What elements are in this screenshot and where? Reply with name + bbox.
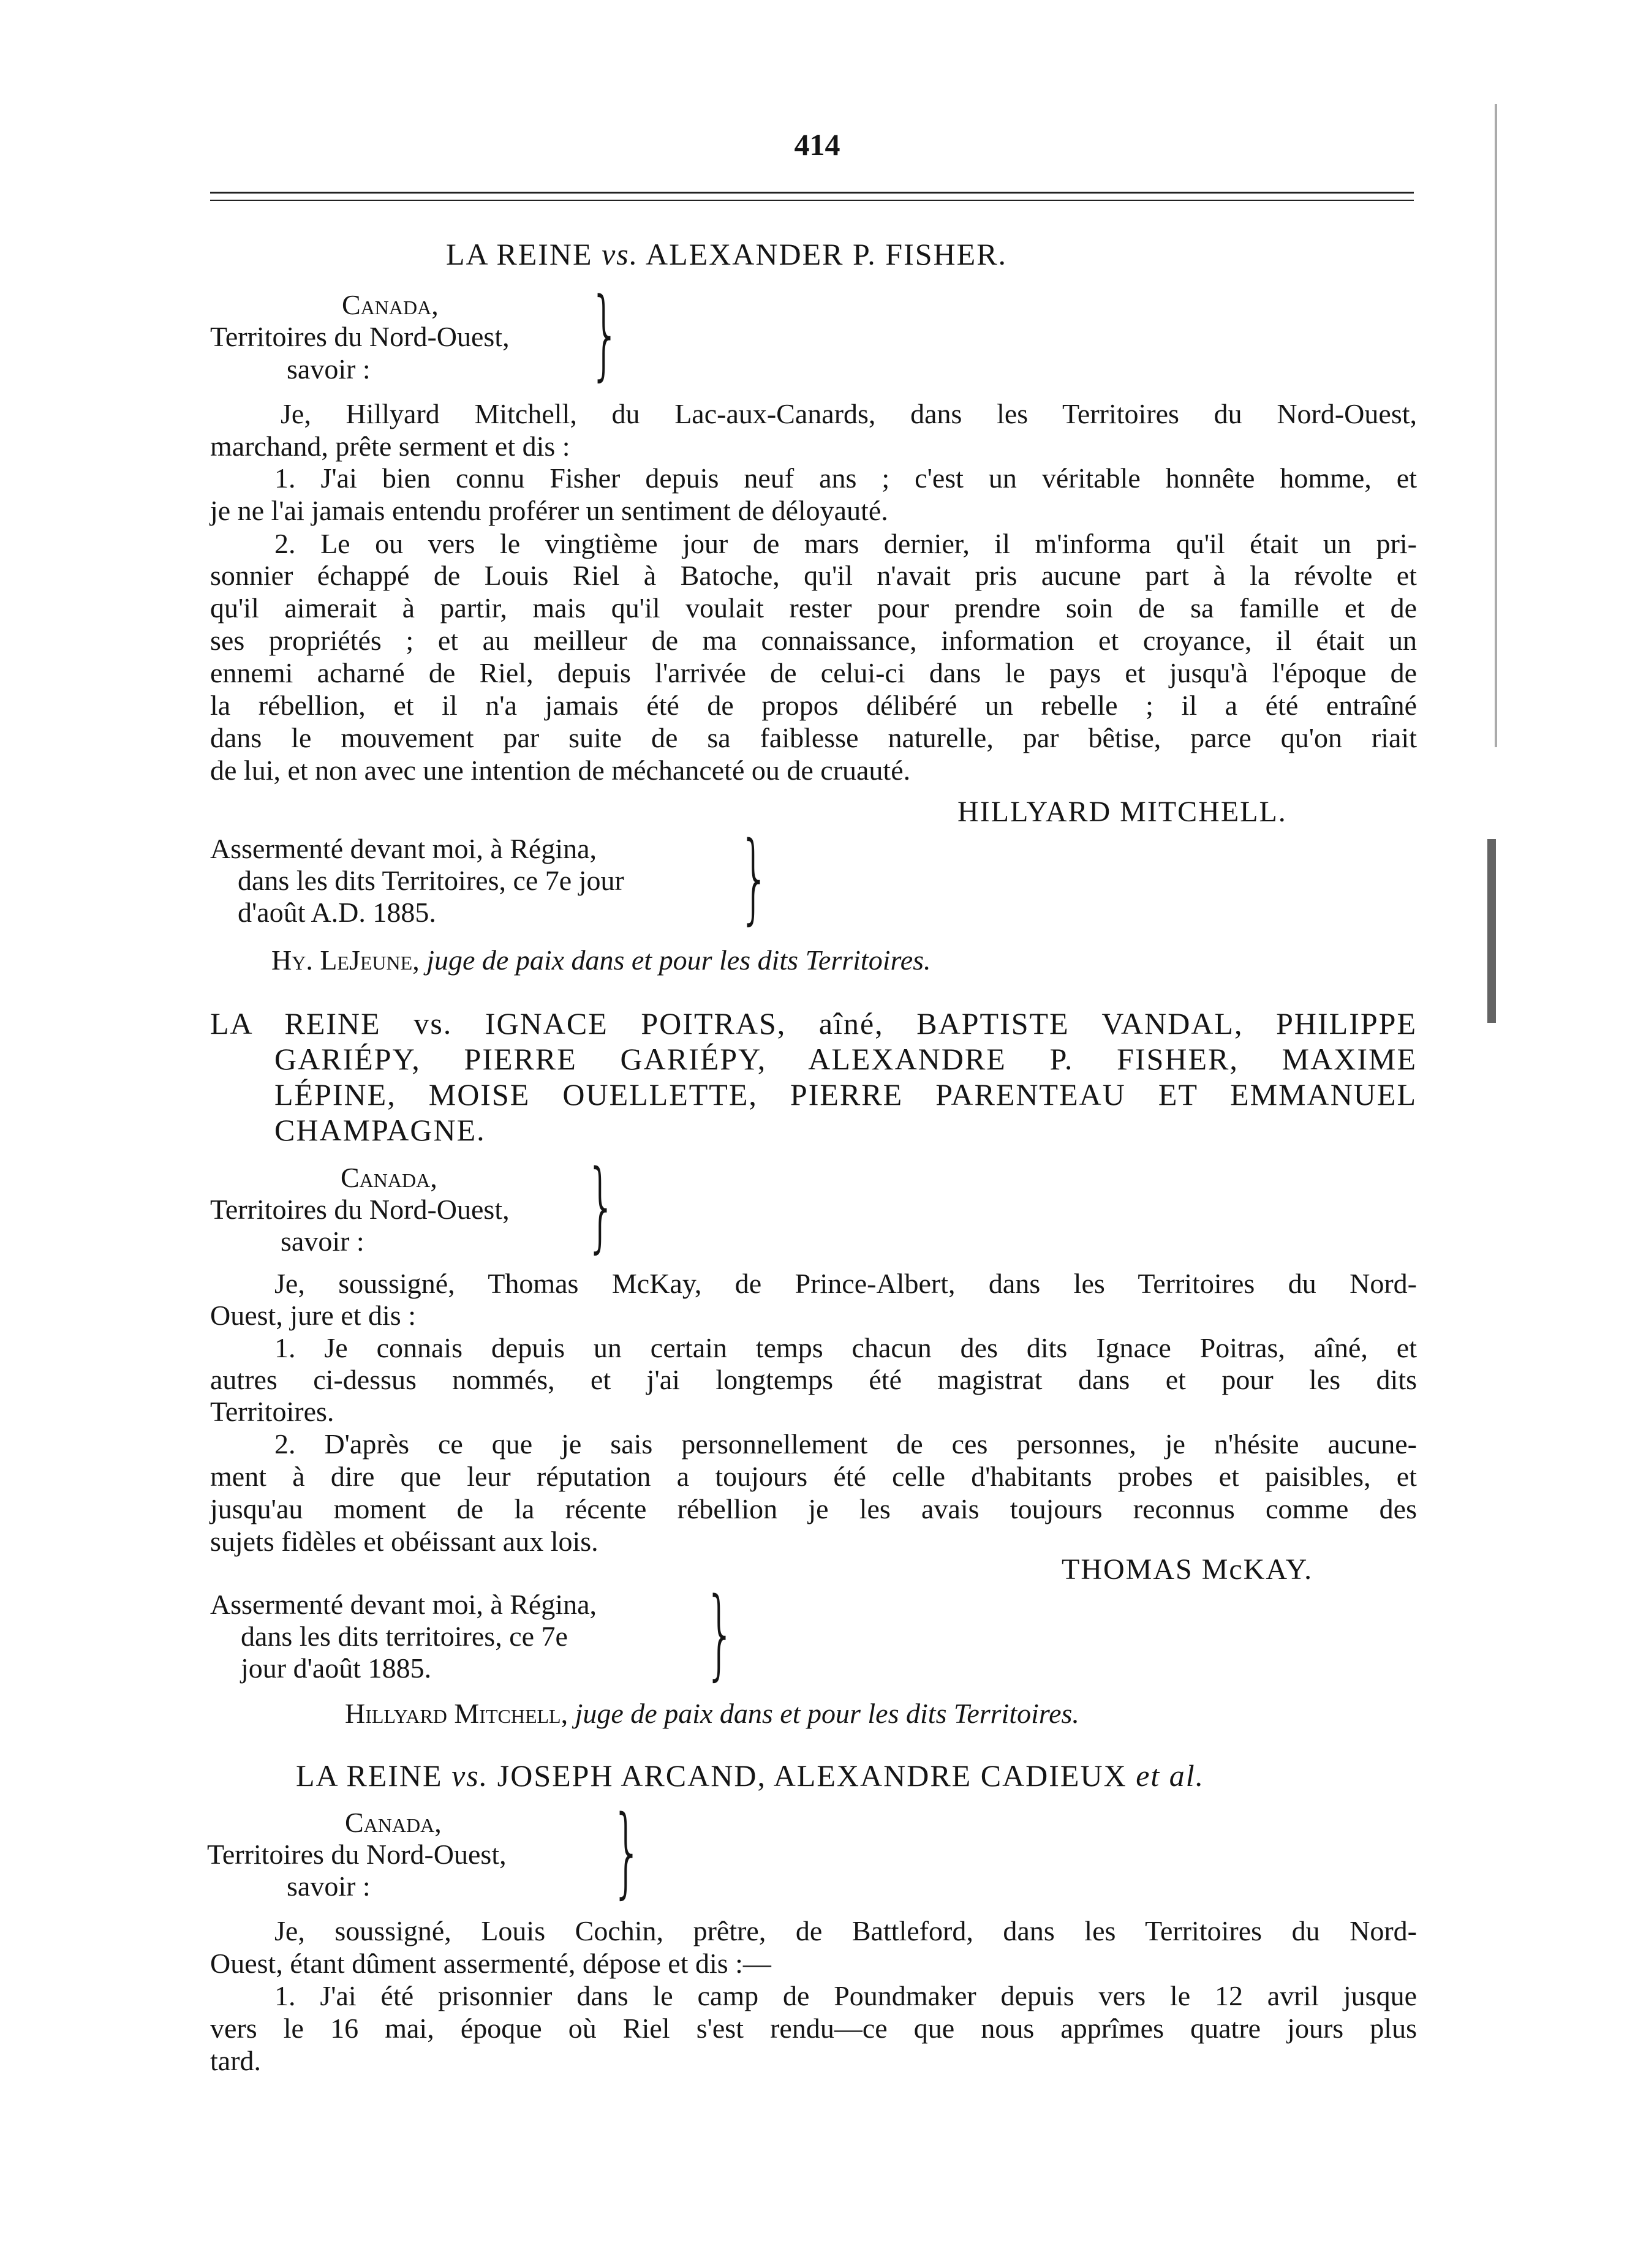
section2-venue-brace: } [586,1149,617,1263]
section2-signature: THOMAS McKAY. [1062,1553,1313,1586]
section1-line-2: marchand, prête serment et dis : [210,431,570,462]
section1-line-10: la rébellion, et il n'a jamais été de propos délibéré un rebelle ; il a été entraîné [210,690,1417,721]
section2-sworn-1: Assermenté devant moi, à Régina, [210,1589,597,1620]
section3-venue-savoir: savoir : [287,1871,371,1902]
section1-line-11: dans le mouvement par suite de sa faiblesse naturelle, par bêtise, parce qu'on riait [210,722,1417,753]
page-number: 414 [794,127,840,162]
section3-title: LA REINE vs. JOSEPH ARCAND, ALEXANDRE CADIEUX et al. [296,1758,1205,1793]
section2-venue-country: Canada, [341,1162,437,1193]
section3-line-4: vers le 16 mai, époque où Riel s'est rendu—ce que nous apprîmes quatre jours plus [210,2013,1417,2044]
section2-line-9: sujets fidèles et obéissant aux lois. [210,1526,598,1557]
section2-line-8: jusqu'au moment de la récente rébellion je les avais toujours reconnus comme des [210,1493,1417,1524]
section1-venue-territory: Territoires du Nord-Ouest, [210,321,510,352]
section1-sworn-2: dans les dits Territoires, ce 7e jour [238,865,624,896]
page-edge-shadow [1495,104,1497,747]
section1-justice: Hy. LeJeune, juge de paix dans et pour les dits Territoires. [271,944,931,976]
section1-line-9: ennemi acharné de Riel, depuis l'arrivée de celui-ci dans le pays et jusqu'à l'époque de [210,657,1417,688]
section1-line-5: 2. Le ou vers le vingtième jour de mars dernier, il m'informa qu'il était un pri- [274,528,1417,559]
section1-line-12: de lui, et non avec une intention de méchanceté ou de cruauté. [210,755,911,786]
section2-title-line-2: GARIÉPY, PIERRE GARIÉPY, ALEXANDRE P. FISHER, MAXIME [274,1042,1417,1076]
section2-line-3: 1. Je connais depuis un certain temps chacun des dits Ignace Poitras, aîné, et [274,1332,1417,1363]
section1-venue-country: Canada, [342,289,439,320]
section2-justice: Hillyard Mitchell, juge de paix dans et pour les dits Territoires. [345,1698,1079,1729]
section2-line-2: Ouest, jure et dis : [210,1300,416,1331]
section3-line-2: Ouest, étant dûment assermenté, dépose et dis :— [210,1948,771,1979]
section1-line-3: 1. J'ai bien connu Fisher depuis neuf ans ; c'est un véritable honnête homme, et [274,462,1417,494]
section3-venue-territory: Territoires du Nord-Ouest, [207,1839,507,1870]
section2-venue-territory: Territoires du Nord-Ouest, [210,1194,510,1225]
section2-title-line-4: CHAMPAGNE. [274,1113,486,1147]
section1-sworn-brace: } [739,821,770,935]
section2-line-1: Je, soussigné, Thomas McKay, de Prince-Albert, dans les Territoires du Nord- [274,1268,1417,1299]
section2-sworn-2: dans les dits territoires, ce 7e [241,1621,568,1652]
section1-line-6: sonnier échappé de Louis Riel à Batoche, qu'il n'avait pris aucune part à la révolte et [210,560,1417,591]
section1-line-7: qu'il aimerait à partir, mais qu'il voulait rester pour prendre soin de sa famille et de [210,592,1417,624]
section2-title-line-3: LÉPINE, MOISE OUELLETTE, PIERRE PARENTEAU ET EMMANUEL [274,1077,1417,1112]
section1-line-4: je ne l'ai jamais entendu proférer un sentiment de déloyauté. [210,495,888,526]
section2-venue-savoir: savoir : [281,1226,364,1257]
section1-line-8: ses propriétés ; et au meilleur de ma connaissance, information et croyance, il était un [210,625,1417,656]
section1-line-1: Je, Hillyard Mitchell, du Lac-aux-Canards, dans les Territoires du Nord-Ouest, [281,398,1417,429]
section1-signature: HILLYARD MITCHELL. [957,796,1287,828]
section3-venue-brace: } [611,1795,643,1908]
section1-sworn-1: Assermenté devant moi, à Régina, [210,833,597,864]
section1-venue-brace: } [589,277,621,391]
header-rule [210,192,1414,201]
section1-sworn-3: d'août A.D. 1885. [238,897,436,928]
section2-line-7: ment à dire que leur réputation a toujours été celle d'habitants probes et paisibles, et [210,1461,1417,1492]
section2-title-line-1: LA REINE vs. IGNACE POITRAS, aîné, BAPTISTE VANDAL, PHILIPPE [210,1006,1417,1041]
section2-line-6: 2. D'après ce que je sais personnellement de ces personnes, je n'hésite aucune- [274,1428,1417,1460]
section1-venue-savoir: savoir : [287,353,371,385]
section3-line-5: tard. [210,2045,262,2076]
section2-line-5: Territoires. [210,1396,334,1427]
section2-sworn-3: jour d'août 1885. [241,1652,432,1684]
section2-sworn-brace: } [704,1577,736,1690]
section3-line-1: Je, soussigné, Louis Cochin, prêtre, de Battleford, dans les Territoires du Nord- [274,1915,1417,1946]
section3-line-3: 1. J'ai été prisonnier dans le camp de Poundmaker depuis vers le 12 avril jusque [274,1980,1417,2011]
section3-venue-country: Canada, [345,1807,442,1838]
section1-title: LA REINE vs. ALEXANDER P. FISHER. [446,237,1008,271]
page-edge-mark [1487,839,1496,1023]
section2-line-4: autres ci-dessus nommés, et j'ai longtemps été magistrat dans et pour les dits [210,1364,1417,1395]
